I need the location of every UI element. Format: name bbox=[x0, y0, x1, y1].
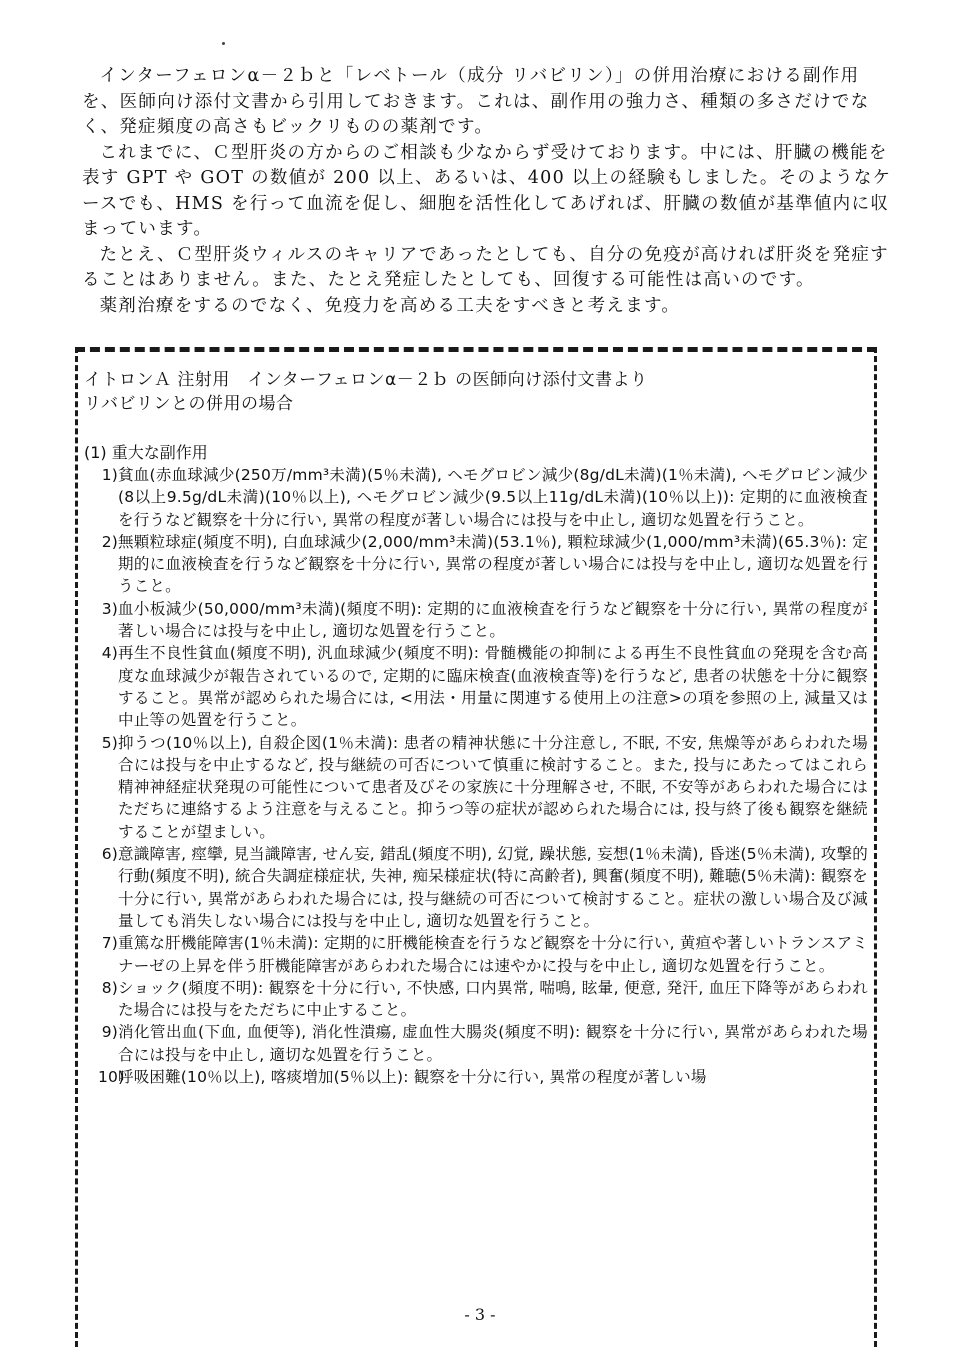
item-text: 意識障害, 痙攣, 見当識障害, せん妄, 錯乱(頻度不明), 幻覚, 躁状態, 妄想(1％未満), 昏迷(5％未満), 攻撃的行動(頻度不明), 統合失調症様症状, 失神, 痴呆様症状(特に高齢者), 興奮(頻度不明), 難聴(5％未満): 観察を十分に行い, 異常があらわれた場合には, 投与継続の可否について検討すること。症状の激しい場合及び減量しても消失しない場合には投与を中止し, 適切な処置を行うこと。 bbox=[118, 845, 868, 930]
item-number: 8) bbox=[101, 978, 118, 997]
excerpt-title-line-1: イトロンＡ 注射用 インターフェロンα－２ｂ の医師向け添付文書より bbox=[84, 370, 648, 390]
scan-speck bbox=[222, 42, 225, 45]
list-item bbox=[98, 932, 868, 977]
list-item bbox=[98, 1021, 868, 1066]
intro-paragraph-3: たとえ、Ｃ型肝炎ウィルスのキャリアであったとしても、自分の免疫が高ければ肝炎を発症することはありません。また、たとえ発症したとしても、回復する可能性は高いのです。 bbox=[82, 244, 889, 290]
item-text: 消化管出血(下血, 血便等), 消化性潰瘍, 虚血性大腸炎(頻度不明): 観察を十分に行い, 異常があらわれた場合には投与を中止し, 適切な処置を行うこと。 bbox=[118, 1023, 868, 1064]
item-number: 7) bbox=[101, 934, 118, 953]
intro-paragraph-2: これまでに、Ｃ型肝炎の方からのご相談も少なからず受けております。中には、肝臓の機能を表す GPT や GOT の数値が 200 以上、あるいは、400 以上の経験もしました。そのようなケースでも、HMS を行って血流を促し、細胞を活性化してあげれば、肝臓の数値が基準値内に収まっています。 bbox=[82, 142, 892, 239]
list-item bbox=[98, 1066, 868, 1088]
excerpt-title bbox=[84, 368, 864, 416]
item-number: 2) bbox=[101, 532, 118, 551]
side-effect-list bbox=[98, 464, 868, 1088]
item-number: 10) bbox=[98, 1068, 125, 1087]
item-number: 9) bbox=[101, 1023, 118, 1042]
item-text: ショック(頻度不明): 観察を十分に行い, 不快感, 口内異常, 喘鳴, 眩暈, 便意, 発汗, 血圧下降等があらわれた場合には投与をただちに中止すること。 bbox=[118, 978, 868, 1020]
list-item bbox=[98, 531, 868, 598]
list-item bbox=[98, 464, 868, 531]
intro-paragraph-4: 薬剤治療をするのでなく、免疫力を高める工夫をすべきと考えます。 bbox=[99, 295, 681, 316]
item-number: 6) bbox=[101, 845, 118, 864]
list-item bbox=[98, 732, 868, 843]
item-number: 1) bbox=[101, 466, 118, 484]
item-number: 5) bbox=[101, 733, 118, 752]
list-item bbox=[98, 977, 868, 1022]
list-item bbox=[98, 642, 868, 731]
item-number: 3) bbox=[101, 599, 118, 618]
section-heading: (1) 重大な副作用 bbox=[84, 443, 208, 462]
page-number: - 3 - bbox=[464, 1305, 496, 1324]
item-text: 貧血(赤血球減少(250万/mm³未満)(5％未満), ヘモグロビン減少(8g/dL未満)(1％未満), ヘモグロビン減少(8以上9.5g/dL未満)(10％以上), ヘモグロビン減少(9.5以上11g/dL未満)(10％以上)): 定期的に血液検査を行うなど観察を十分に行い, 異常の程度が著しい場合には投与を中止し, 適切な処置を行うこと。 bbox=[118, 466, 868, 529]
list-item bbox=[98, 598, 868, 643]
item-text: 重篤な肝機能障害(1％未満): 定期的に肝機能検査を行うなど観察を十分に行い, 黄疸や著しいトランスアミナーゼの上昇を伴う肝機能障害があらわれた場合には速やかに投与を中止し, 適切な処置を行うこと。 bbox=[118, 934, 868, 975]
list-item bbox=[98, 843, 868, 932]
intro-paragraph-1: インターフェロンα－２ｂと「レベトール（成分 リバビリン）」の併用治療における副作用を、医師向け添付文書から引用しておきます。これは、副作用の強力さ、種類の多さだけでなく、発症頻度の高さもビックリものの薬剤です。 bbox=[82, 66, 870, 137]
item-text: 血小板減少(50,000/mm³未満)(頻度不明): 定期的に血液検査を行うなど観察を十分に行い, 異常の程度が著しい場合には投与を中止し, 適切な処置を行うこと。 bbox=[118, 599, 868, 641]
item-text: 抑うつ(10％以上), 自殺企図(1％未満): 患者の精神状態に十分注意し, 不眠, 不安, 焦燥等があらわれた場合には投与を中止するなど, 投与継続の可否について慎重に検討すること。また, 投与にあたってはこれら精神神経症状発現の可能性について患者及びその家族に十分理解させ, 不眠, 不安等があらわれた場合にはただちに連絡するよう注意を与えること。抑うつ等の症状が認められた場合には, 投与終了後も観察を継続することが望ましい。 bbox=[118, 733, 868, 841]
item-text: 呼吸困難(10％以上), 喀痰増加(5％以上): 観察を十分に行い, 異常の程度が著しい場 bbox=[118, 1068, 707, 1087]
excerpt-title-line-2: リバビリンとの併用の場合 bbox=[84, 394, 294, 414]
item-text: 無顆粒球症(頻度不明), 白血球減少(2,000/mm³未満)(53.1％), 顆粒球減少(1,000/mm³未満)(65.3％): 定期的に血液検査を行うなど観察を十分に行い, 異常の程度が著しい場合には投与を中止し, 適切な処置を行うこと。 bbox=[118, 532, 868, 596]
item-text: 再生不良性貧血(頻度不明), 汎血球減少(頻度不明): 骨髄機能の抑制による再生不良性貧血の発現を含む高度な血球減少が報告されているので, 定期的に臨床検査(血液検査等)を行うなど, 患者の状態を十分に観察すること。異常が認められた場合には, <用法・用量に関連する使用上の注意>の項を参照の上, 減量又は中止等の処置を行うこと。 bbox=[118, 644, 868, 730]
intro-text bbox=[82, 64, 892, 319]
item-number: 4) bbox=[101, 644, 118, 663]
